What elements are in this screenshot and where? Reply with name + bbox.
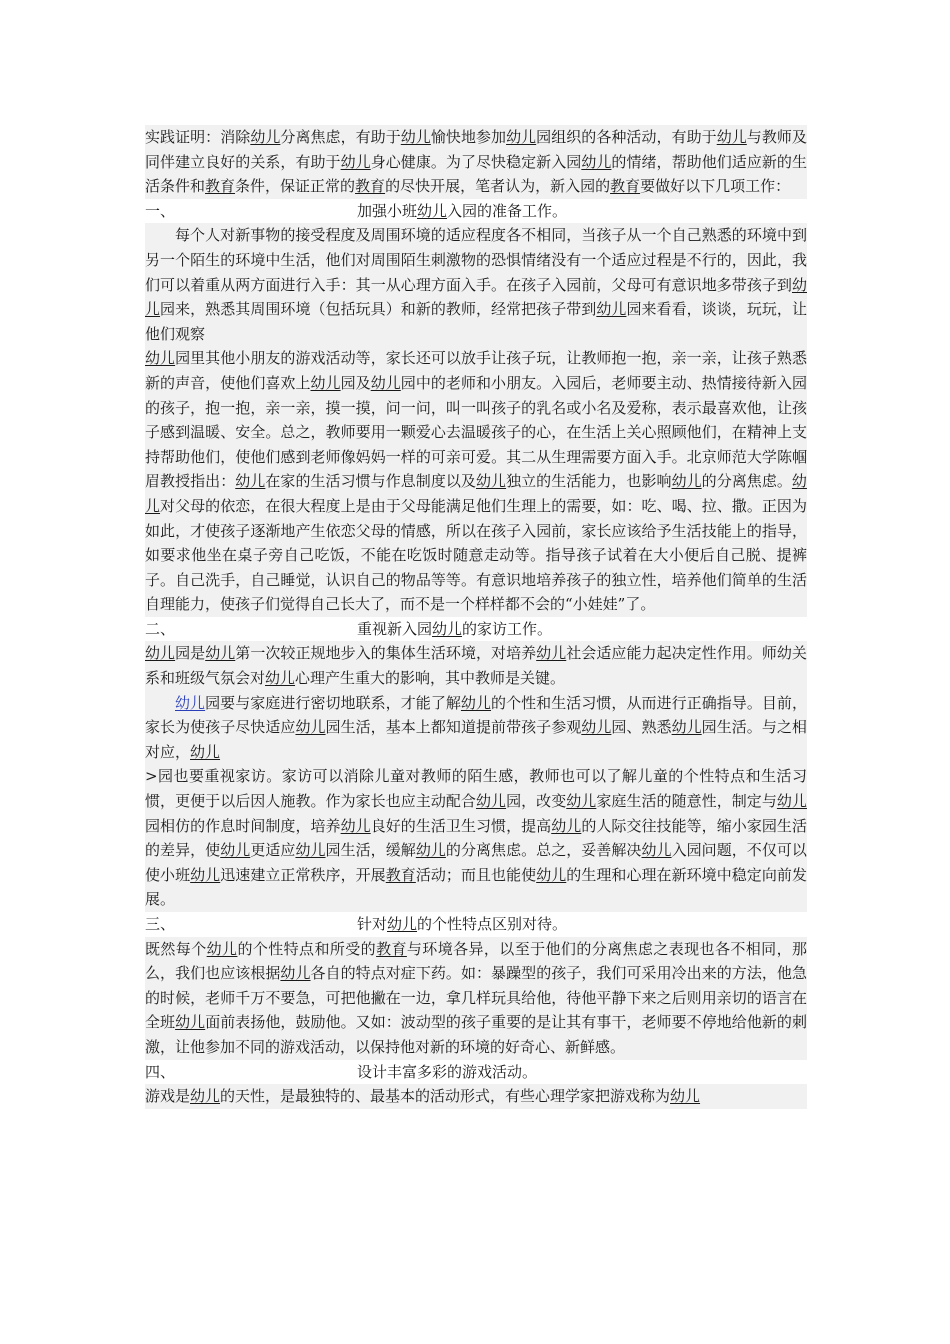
- keyword-link[interactable]: 幼儿: [205, 644, 236, 663]
- section-number: 二、: [145, 619, 176, 638]
- keyword-link[interactable]: 幼儿: [265, 669, 296, 688]
- keyword-link[interactable]: 幼儿: [295, 718, 326, 737]
- keyword-link[interactable]: 幼儿: [190, 865, 221, 884]
- keyword-link[interactable]: 教育: [376, 939, 407, 958]
- keyword-link[interactable]: 幼儿: [475, 792, 507, 811]
- keyword-link[interactable]: 教育: [610, 177, 641, 196]
- keyword-link[interactable]: 幼儿: [475, 472, 507, 491]
- keyword-link[interactable]: 幼儿: [506, 128, 537, 146]
- keyword-link[interactable]: 幼儿: [206, 939, 238, 958]
- keyword-link[interactable]: 幼儿: [340, 152, 371, 171]
- keyword-link[interactable]: 幼儿: [145, 349, 176, 368]
- keyword-link[interactable]: 幼儿: [670, 1087, 701, 1106]
- keyword-link[interactable]: 幼儿: [175, 1013, 206, 1032]
- section-heading-1: [145, 199, 807, 224]
- keyword-link[interactable]: 幼儿: [432, 619, 463, 638]
- keyword-link[interactable]: 幼儿: [415, 841, 446, 860]
- section-number: 一、: [145, 201, 176, 220]
- keyword-link[interactable]: 幼儿: [551, 816, 582, 835]
- keyword-link[interactable]: 幼儿: [387, 915, 418, 933]
- section-heading-2: [145, 617, 807, 642]
- keyword-link[interactable]: 幼儿: [370, 373, 401, 392]
- keyword-link[interactable]: 幼儿: [671, 472, 702, 491]
- keyword-link[interactable]: 幼儿: [145, 644, 176, 663]
- keyword-link[interactable]: 幼儿: [581, 152, 612, 171]
- keyword-link[interactable]: 教育: [355, 177, 386, 196]
- keyword-link[interactable]: 幼儿: [671, 718, 702, 737]
- keyword-link[interactable]: 幼儿: [190, 742, 221, 761]
- section-1-paragraph: 每个人对新事物的接受程度及周围环境的适应程度各不相同，当孩子从一个自己熟悉的环境中到另一个陌生的环境中生活，他们对周围陌生刺激物的恐惧情绪没有一个适应过程是不行的，因此，我们可以着重从两方面进行入手：其一从心理方面入手。在孩子入园前，父母可有意识地多带孩子到幼儿园来，熟悉其周围环境（包括玩具）和新的教师，经常把孩子带到幼儿园来看看，谈谈，玩玩，让他们观察: [145, 223, 807, 346]
- section-title: 重视新入园幼儿的家访工作。: [357, 619, 553, 638]
- keyword-link[interactable]: 幼儿: [310, 373, 341, 392]
- section-heading-3: [145, 912, 807, 937]
- keyword-link[interactable]: 幼儿: [716, 128, 747, 146]
- keyword-link[interactable]: 幼儿: [145, 275, 807, 319]
- keyword-link[interactable]: 幼儿: [190, 1087, 221, 1106]
- keyword-link[interactable]: 幼儿: [417, 201, 448, 220]
- intro-paragraph: 实践证明：消除幼儿分离焦虑，有助于幼儿愉快地参加幼儿园组织的各种活动，有助于幼儿与教师及同伴建立良好的关系，有助于幼儿身心健康。为了尽快稳定新入园幼儿的情绪，帮助他们适应新的生活条件和教育条件，保证正常的教育的尽快开展，笔者认为，新入园的教育要做好以下几项工作：: [145, 125, 807, 199]
- keyword-link[interactable]: 幼儿: [145, 472, 807, 515]
- section-2-paragraph: 幼儿园是幼儿第一次较正规地步入的集体生活环境，对培养幼儿社会适应能力起决定性作用。师幼关系和班级气氛会对幼儿心理产生重大的影响，其中教师是关键。: [145, 641, 807, 690]
- section-4-paragraph: 游戏是幼儿的天性，是最独特的、最基本的活动形式，有些心理学家把游戏称为幼儿: [145, 1084, 807, 1109]
- section-number: 三、: [145, 915, 176, 933]
- keyword-link[interactable]: 幼儿: [641, 841, 672, 860]
- keyword-link[interactable]: 幼儿: [295, 841, 326, 860]
- section-1-paragraph: 幼儿园里其他小朋友的游戏活动等，家长还可以放手让孩子玩，让教师抱一抱，亲一亲，让孩子熟悉新的声音，使他们喜欢上幼儿园及幼儿园中的老师和小朋友。入园后，老师要主动、热情接待新入园的孩子，抱一抱，亲一亲，摸一摸，问一问，叫一叫孩子的乳名或小名及爱称，表示最喜欢他，让孩子感到温暖、安全。总之，教师要用一颗爱心去温暖孩子的心，在生活上关心照顾他们，在精神上支持帮助他们，使他们感到老师像妈妈一样的可亲可爱。其二从生理需要方面入手。北京师范大学陈帼眉教授指出：幼儿在家的生活习惯与作息制度以及幼儿独立的生活能力，也影响幼儿的分离焦虑。幼儿对父母的依恋，在很大程度上是由于父母能满足他们生理上的需要，如：吃、喝、拉、撒。正因为如此，才使孩子逐渐地产生依恋父母的情感，所以在孩子入园前，家长应该给予生活技能上的指导，如要求他坐在桌子旁自己吃饭，不能在吃饭时随意走动等。指导孩子试着在大小便后自己脱、提裤子。自己洗手，自己睡觉，认识自己的物品等等。有意识地培养孩子的独立性，培养他们简单的生活自理能力，使孩子们觉得自己长大了，而不是一个样样都不会的“小娃娃”了。: [145, 346, 807, 617]
- keyword-link[interactable]: 幼儿: [175, 693, 206, 712]
- keyword-link[interactable]: 幼儿: [400, 128, 431, 146]
- section-heading-4: [145, 1060, 807, 1085]
- keyword-link[interactable]: 幼儿: [220, 841, 251, 860]
- section-title: 设计丰富多彩的游戏活动。: [357, 1062, 538, 1081]
- keyword-link[interactable]: 幼儿: [596, 300, 627, 319]
- keyword-link[interactable]: 幼儿: [536, 865, 567, 884]
- keyword-link[interactable]: 教育: [385, 865, 416, 884]
- keyword-link[interactable]: 幼儿: [235, 472, 266, 491]
- keyword-link[interactable]: 幼儿: [581, 718, 612, 737]
- keyword-link[interactable]: 幼儿: [280, 964, 311, 983]
- keyword-link[interactable]: 幼儿: [776, 792, 807, 811]
- section-title: 针对幼儿的个性特点区别对待。: [357, 915, 568, 933]
- section-3-paragraph: 既然每个幼儿的个性特点和所受的教育与环境各异，以至于他们的分离焦虑之表现也各不相同，那么，我们也应该根据幼儿各自的特点对症下药。如：暴躁型的孩子，我们可采用冷出来的方法，他急的时候，老师千万不要急，可把他撇在一边，拿几样玩具给他，待他平静下来之后则用亲切的语言在全班幼儿面前表扬他，鼓励他。又如：波动型的孩子重要的是让其有事干，老师要不停地给他新的刺激，让他参加不同的游戏活动，以保持他对新的环境的好奇心、新鲜感。: [145, 937, 807, 1060]
- section-2-paragraph: >园也要重视家访。家访可以消除儿童对教师的陌生感，教师也可以了解儿童的个性特点和生活习惯，更便于以后因人施教。作为家长也应主动配合幼儿园，改变幼儿家庭生活的随意性，制定与幼儿园相仿的作息时间制度，培养幼儿良好的生活卫生习惯，提高幼儿的人际交往技能等，缩小家园生活的差异，使幼儿更适应幼儿园生活，缓解幼儿的分离焦虑。总之，妥善解决幼儿入园问题，不仅可以使小班幼儿迅速建立正常秩序，开展教育活动；而且也能使幼儿的生理和心理在新环境中稳定向前发展。: [145, 764, 807, 912]
- keyword-link[interactable]: 教育: [205, 177, 236, 196]
- section-number: 四、: [145, 1062, 176, 1081]
- section-2-paragraph: 幼儿园要与家庭进行密切地联系，才能了解幼儿的个性和生活习惯，从而进行正确指导。目前，家长为使孩子尽快适应幼儿园生活，基本上都知道提前带孩子参观幼儿园、熟悉幼儿园生活。与之相对应，幼儿: [145, 691, 807, 765]
- section-title: 加强小班幼儿入园的准备工作。: [357, 201, 568, 220]
- keyword-link[interactable]: 幼儿: [250, 128, 281, 146]
- keyword-link[interactable]: 幼儿: [566, 792, 597, 811]
- document-body: [145, 125, 807, 1109]
- keyword-link[interactable]: 幼儿: [340, 816, 371, 835]
- keyword-link[interactable]: 幼儿: [460, 693, 492, 712]
- keyword-link[interactable]: 幼儿: [536, 644, 567, 663]
